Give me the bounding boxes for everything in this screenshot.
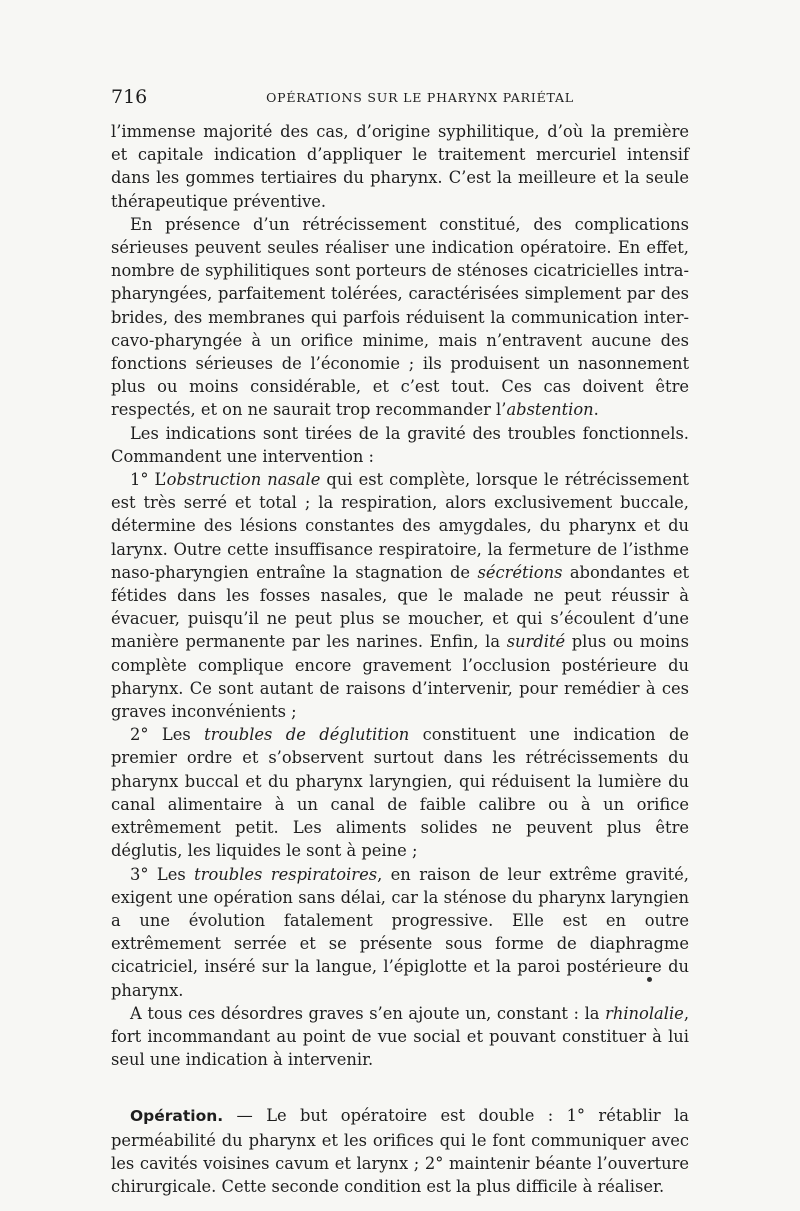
paragraph-obstruction-nasale: 1° L’obstruction nasale qui est complète, lorsque le rétrécissement est très serré et total ; la respiration, alors exclusivement buccale, détermine des lésions constantes des amygdales, du pharynx et du larynx. Outre cette insuffisance respiratoire, la fermeture de l’isthme naso-pharyngien entraîne la stagnation de sécrétions abondantes et fétides dans les fosses nasales, que le malade ne peut réussir à évacuer, puisqu’il ne peut plus se moucher, et qui s’écoulent d’une manière permanente par les narines. Enfin, la surdité plus ou moins complète complique encore gravement l’occlusion postérieure du pharynx. Ce sont autant de raisons d’intervenir, pour remédier à ces graves inconvénients ; <box>111 470 690 722</box>
paragraph-rhinolalie: A tous ces désordres graves s’en ajoute un, constant : la rhinolalie, fort incommandant au point de vue social et pouvant constituer à lui seul une indication à intervenir. <box>111 1003 689 1070</box>
section-title-operation: Opération. <box>130 1107 224 1126</box>
page-header <box>111 86 689 110</box>
emphasis-secretions: sécrétions <box>477 562 563 582</box>
paragraph-indications: Les indications sont tirées de la gravité des troubles fonctionnels. Commandent une intervention : <box>111 423 689 466</box>
emphasis-rhinolalie: rhinolalie <box>605 1003 684 1023</box>
emphasis-surdite: surdité <box>506 632 566 652</box>
body-text <box>111 120 689 1198</box>
paragraph-retrecissement: En présence d’un rétrécissement constitué, des complications sérieuses peuvent seules réaliser une indication opératoire. En effet, nombre de syphilitiques sont porteurs de sténoses cicatricielles intra-pharyngées, parfaitement tolérées, caractérisées simplement par des brides, des membranes qui parfois réduisent la communication inter-cavo-pharyngée à un orifice minime, mais n’entravent aucune des fonctions sérieuses de l’économie ; ils produisent un nasonnement plus ou moins considérable, et c’est tout. Ces cas doivent être respectés, et on ne saurait trop recommander l’abstention. <box>111 214 689 420</box>
paragraph-operation: Opération. — Le but opératoire est double : 1° rétablir la perméabilité du pharynx et les orifices qui le font communiquer avec les cavités voisines cavum et larynx ; 2° maintenir béante l’ouverture chirurgicale. Cette seconde condition est la plus difficile à réaliser. <box>111 1106 689 1196</box>
emphasis-troubles-respiratoires: troubles respiratoires <box>194 864 378 884</box>
section-divider-dot <box>647 977 652 982</box>
paragraph-deglutition: 2° Les troubles de déglutition constituent une indication de premier ordre et s’observent surtout dans les rétrécissements du pharynx buccal et du pharynx laryngien, qui réduisent la lumière du canal alimentaire à un canal de faible calibre ou à un orifice extrêmement petit. Les aliments solides ne peuvent plus être déglutis, les liquides le sont à peine ; <box>111 725 690 861</box>
emphasis-troubles-deglutition: troubles de déglutition <box>204 725 410 745</box>
emphasis-obstruction-nasale: obstruction nasale <box>166 470 321 490</box>
paragraph-continuation: l’immense majorité des cas, d’origine syphilitique, d’où la première et capitale indication d’appliquer le traitement mercuriel intensif dans les gommes tertiaires du pharynx. C’est la meilleure et la seule thérapeutique préventive. <box>111 122 689 211</box>
page-number: 716 <box>111 86 148 108</box>
running-head: OPÉRATIONS SUR LE PHARYNX PARIÉTAL <box>266 90 574 105</box>
emphasis-abstention: abstention <box>506 400 594 420</box>
paragraph-respiratoires: 3° Les troubles respiratoires, en raison de leur extrême gravité, exigent une opération sans délai, car la sténose du pharynx laryngien a une évolution fatalement progressive. Elle est en outre extrêmement serrée et se présente sous forme de diaphragme cicatriciel, inséré sur la langue, l’épiglotte et la paroi postérieure du pharynx. <box>111 864 689 1000</box>
